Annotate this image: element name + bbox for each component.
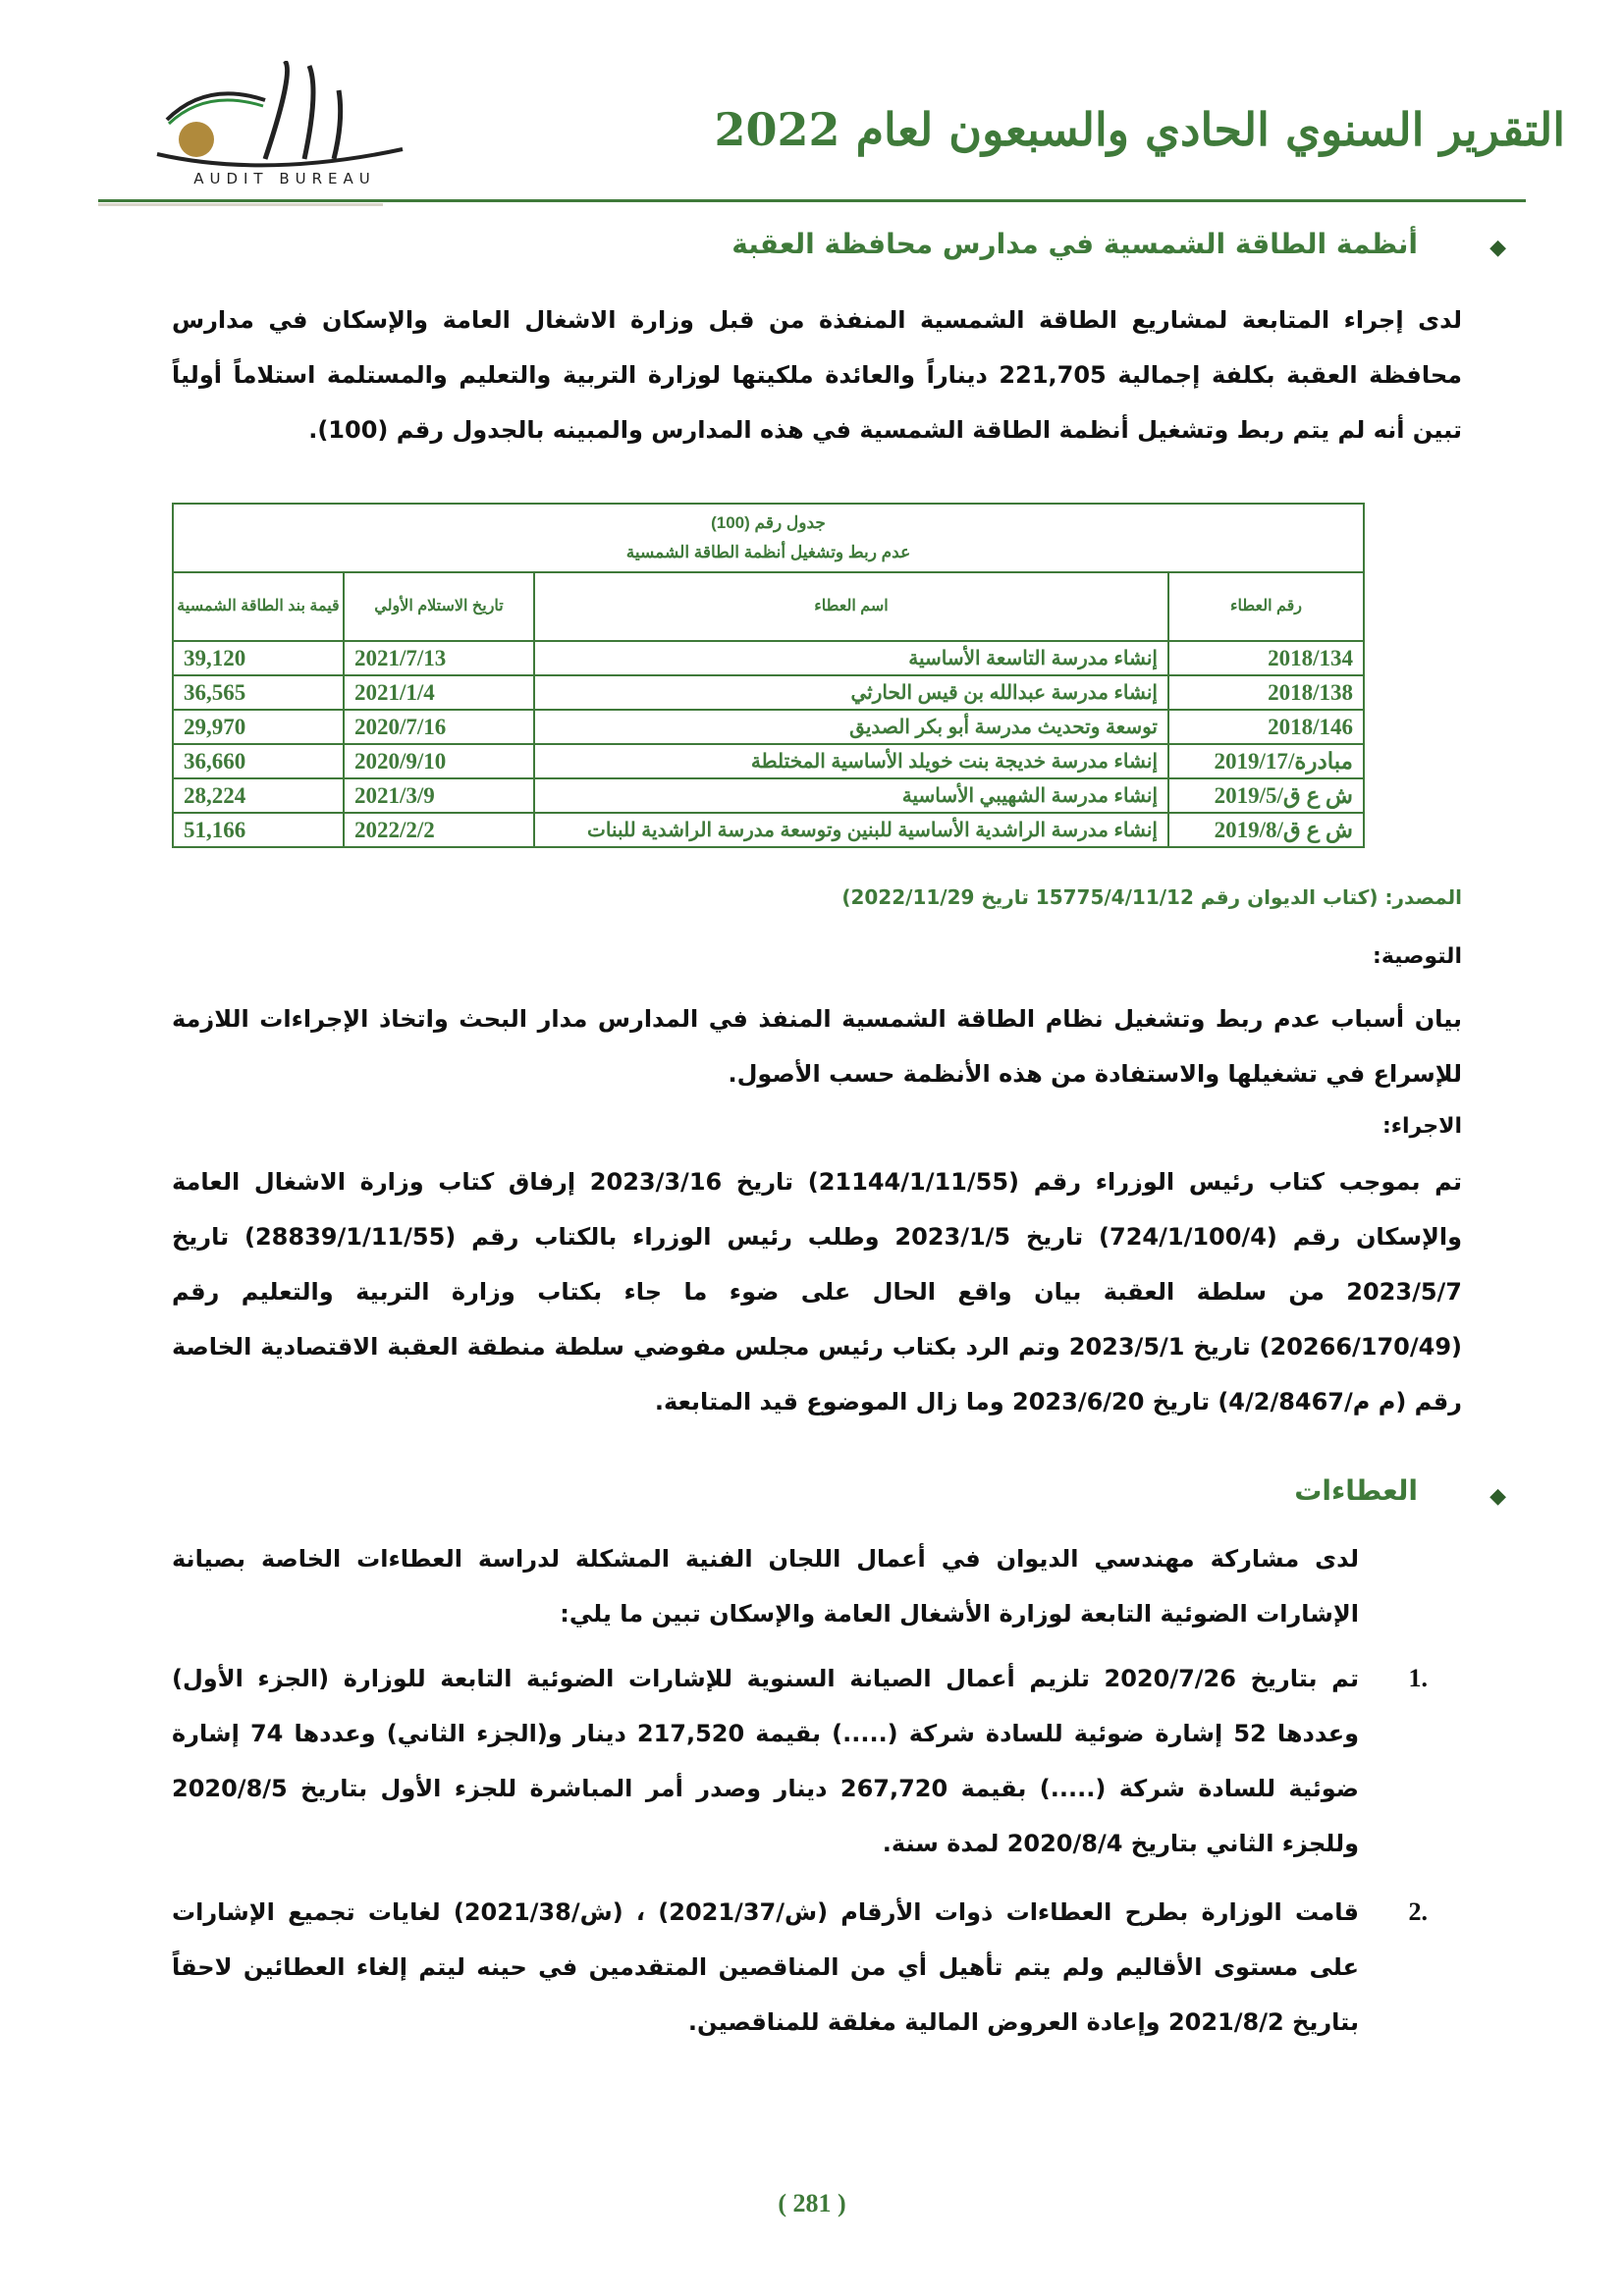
cell-solar-value: 36,660: [173, 744, 344, 778]
cell-tender-name: إنشاء مدرسة التاسعة الأساسية: [534, 641, 1168, 675]
col-header-tender-number: رقم العطاء: [1168, 572, 1364, 641]
cell-solar-value: 29,970: [173, 710, 344, 744]
report-title: التقرير السنوي الحادي والسبعون لعام 2022: [714, 103, 1565, 156]
cell-tender-name: إنشاء مدرسة الراشدية الأساسية للبنين وتوسعة مدرسة الراشدية للبنات: [534, 813, 1168, 847]
cell-solar-value: 51,166: [173, 813, 344, 847]
table-number: جدول رقم (100): [711, 513, 826, 532]
diamond-bullet-icon: ◆: [1489, 236, 1506, 260]
table-row: [173, 710, 1364, 744]
cell-tender-name: إنشاء مدرسة الشهيبي الأساسية: [534, 778, 1168, 813]
cell-tender-name: إنشاء مدرسة خديجة بنت خويلد الأساسية المختلطة: [534, 744, 1168, 778]
cell-solar-value: 28,224: [173, 778, 344, 813]
cell-receipt-date: 2022/2/2: [344, 813, 534, 847]
col-header-receipt-date: تاريخ الاستلام الأولي: [344, 572, 534, 641]
table-title: عدم ربط وتشغيل أنظمة الطاقة الشمسية: [625, 543, 911, 561]
audit-bureau-logo: [147, 61, 422, 188]
col-header-tender-name: اسم العطاء: [534, 572, 1168, 641]
section-heading-solar: أنظمة الطاقة الشمسية في مدارس محافظة العقبة: [731, 228, 1418, 260]
list-item: [172, 1651, 1428, 1871]
list-item-text: تم بتاريخ 2020/7/26 تلزيم أعمال الصيانة السنوية للإشارات الضوئية التابعة للوزارة (الجزء الأول) وعددها 52 إشارة ضوئية للسادة شركة (.....) بقيمة 217,520 دينار و(الجزء الثاني) وعددها 74 إشارة ضوئية للسادة شركة (.....) بقيمة 267,720 دينار وصدر أمر المباشرة للجزء الأول بتاريخ 2020/8/5 وللجزء الثاني بتاريخ 2020/8/4 لمدة سنة.: [172, 1665, 1360, 1857]
table-row: [173, 813, 1364, 847]
cell-tender-number: ش ع ق/2019/8: [1168, 813, 1364, 847]
solar-intro-paragraph: لدى إجراء المتابعة لمشاريع الطاقة الشمسية المنفذة من قبل وزارة الاشغال العامة والإسكان في مدارس محافظة العقبة بكلفة إجمالية 221,705 ديناراً والعائدة ملكيتها لوزارة التربية والتعليم والمستلمة استلاماً أولياً تبين أنه لم يتم ربط وتشغيل أنظمة الطاقة الشمسية في هذه المدارس والمبينه بالجدول رقم (100).: [172, 306, 1462, 444]
header-divider-accent: [98, 203, 383, 206]
cell-tender-number: 2018/146: [1168, 710, 1364, 744]
list-item-text: قامت الوزارة بطرح العطاءات ذوات الأرقام (ش/2021/37) ، (ش/2021/38) لغايات تجميع الإشارات على مستوى الأقاليم ولم يتم تأهيل أي من المناقصين المتقدمين في حينه ليتم إلغاء العطائين لاحقاً بتاريخ 2021/8/2 وإعادة العروض المالية مغلقة للمناقصين.: [172, 1898, 1359, 2036]
cell-receipt-date: 2020/9/10: [344, 744, 534, 778]
header-divider: [98, 199, 1526, 202]
table-row: [173, 778, 1364, 813]
cell-tender-number: 2018/134: [1168, 641, 1364, 675]
cell-solar-value: 36,565: [173, 675, 344, 710]
cell-tender-name: إنشاء مدرسة عبدالله بن قيس الحارثي: [534, 675, 1168, 710]
col-header-solar-value: قيمة بند الطاقة الشمسية: [173, 572, 344, 641]
list-item-number: .1: [1408, 1664, 1428, 1692]
cell-receipt-date: 2021/3/9: [344, 778, 534, 813]
recommendation-label: التوصية:: [1373, 944, 1462, 969]
table-source: المصدر: (كتاب الديوان رقم 15775/4/11/12 تاريخ 2022/11/29): [841, 885, 1462, 909]
table-row: [173, 641, 1364, 675]
logo-emblem-icon: [147, 61, 422, 188]
list-item: [172, 1885, 1428, 2050]
svg-text:AUDIT BUREAU: AUDIT BUREAU: [193, 170, 376, 187]
tenders-intro-paragraph: لدى مشاركة مهندسي الديوان في أعمال اللجان الفنية المشكلة لدراسة العطاءات الخاصة بصيانة الإشارات الضوئية التابعة لوزارة الأشغال العامة والإسكان تبين ما يلي:: [172, 1545, 1359, 1628]
cell-tender-number: ش ع ق/2019/5: [1168, 778, 1364, 813]
list-item-number: .2: [1408, 1897, 1428, 1926]
cell-receipt-date: 2021/1/4: [344, 675, 534, 710]
diamond-bullet-icon: ◆: [1489, 1484, 1506, 1509]
cell-tender-number: مبادرة/2019/17: [1168, 744, 1364, 778]
table-row: [173, 675, 1364, 710]
page-number: ( 281 ): [778, 2189, 846, 2217]
recommendation-paragraph: بيان أسباب عدم ربط وتشغيل نظام الطاقة الشمسية المنفذ في المدارس مدار البحث واتخاذ الإجراءات اللازمة للإسراع في تشغيلها والاستفادة من هذه الأنظمة حسب الأصول.: [172, 1005, 1462, 1088]
cell-receipt-date: 2021/7/13: [344, 641, 534, 675]
cell-solar-value: 39,120: [173, 641, 344, 675]
solar-table: [172, 503, 1365, 848]
cell-tender-number: 2018/138: [1168, 675, 1364, 710]
cell-receipt-date: 2020/7/16: [344, 710, 534, 744]
section-heading-tenders: العطاءات: [1294, 1474, 1418, 1507]
action-paragraph: تم بموجب كتاب رئيس الوزراء رقم (21144/1/11/55) تاريخ 2023/3/16 إرفاق كتاب وزارة الاشغال العامة والإسكان رقم (724/1/100/4) تاريخ 2023/1/5 وطلب رئيس الوزراء بالكتاب رقم (28839/1/11/55) تاريخ 2023/5/7 من سلطة العقبة بيان واقع الحال على ضوء ما جاء بكتاب وزارة التربية والتعليم رقم (20266/170/49) تاريخ 2023/5/1 وتم الرد بكتاب رئيس مجلس مفوضي سلطة منطقة العقبة الاقتصادية الخاصة رقم (م م/4/2/8467) تاريخ 2023/6/20 وما زال الموضوع قيد المتابعة.: [172, 1168, 1463, 1415]
table-caption: [173, 504, 1364, 572]
cell-tender-name: توسعة وتحديث مدرسة أبو بكر الصديق: [534, 710, 1168, 744]
table-row: [173, 744, 1364, 778]
action-label: الاجراء:: [1381, 1114, 1462, 1139]
